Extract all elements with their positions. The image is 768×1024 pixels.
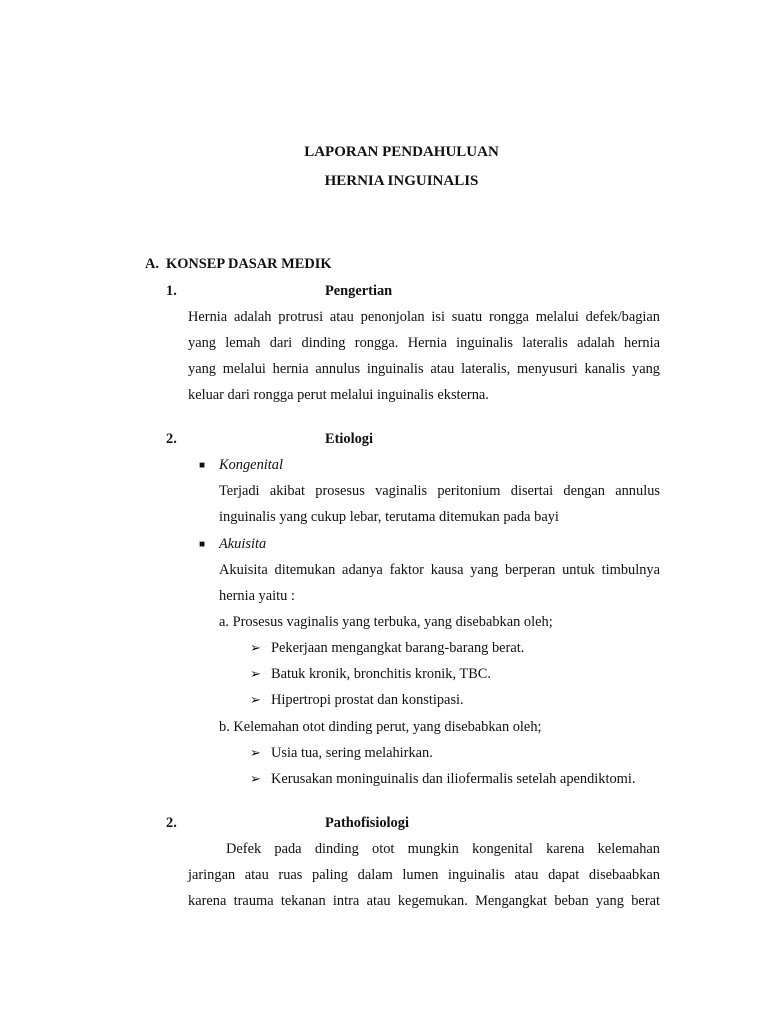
item-a-point-3: Hipertropi prostat dan konstipasi. [271,692,464,708]
document-title-line1: LAPORAN PENDAHULUAN [304,144,499,160]
arrow-bullet-icon: ➢ [250,667,261,682]
pengertian-number: 1. [166,283,177,299]
item-a-point-2: Batuk kronik, bronchitis kronik, TBC. [271,666,491,682]
pathofisiologi-number: 2. [166,815,177,831]
item-b-point-1: Usia tua, sering melahirkan. [271,745,433,761]
pathofisiologi-line-3: karena trauma tekanan intra atau kegemukan. Mengangkat beban yang berat [188,893,660,909]
etiologi-heading: Etiologi [325,431,373,447]
pengertian-line-3: yang melalui hernia annulus inguinalis atau lateralis, menyusuri kanalis yang [188,361,660,377]
kongenital-label: Kongenital [219,457,283,473]
pathofisiologi-heading: Pathofisiologi [325,815,409,831]
kongenital-bullet-icon: ■ [199,460,206,471]
pathofisiologi-line-1: Defek pada dinding otot mungkin kongenital karena kelemahan [226,841,660,857]
pathofisiologi-line-2: jaringan atau ruas paling dalam lumen inguinalis atau dapat disebaabkan [188,867,660,883]
akuisita-line-1: Akuisita ditemukan adanya faktor kausa yang berperan untuk timbulnya [219,562,660,578]
akuisita-line-2: hernia yaitu : [219,588,295,604]
item-a-point-1: Pekerjaan mengangkat barang-barang berat. [271,640,525,656]
akuisita-item-a: a. Prosesus vaginalis yang terbuka, yang disebabkan oleh; [219,614,553,630]
akuisita-label: Akuisita [219,536,267,552]
document-title-line2: HERNIA INGUINALIS [324,173,479,189]
pengertian-heading: Pengertian [325,283,393,299]
arrow-bullet-icon: ➢ [250,772,261,787]
arrow-bullet-icon: ➢ [250,746,261,761]
pengertian-line-2: yang lemah dari dinding rongga. Hernia inguinalis lateralis adalah hernia [188,335,660,351]
kongenital-line-2: inguinalis yang cukup lebar, terutama ditemukan pada bayi [219,509,559,525]
kongenital-line-1: Terjadi akibat prosesus vaginalis peritonium disertai dengan annulus [219,483,660,499]
arrow-bullet-icon: ➢ [250,693,261,708]
pengertian-line-4: keluar dari rongga perut melalui inguinalis eksterna. [188,387,489,403]
pengertian-line-1: Hernia adalah protrusi atau penonjolan isi suatu rongga melalui defek/bagian [188,309,660,325]
section-a-marker: A. [145,256,159,272]
akuisita-item-b: b. Kelemahan otot dinding perut, yang disebabkan oleh; [219,719,542,735]
arrow-bullet-icon: ➢ [250,641,261,656]
etiologi-number: 2. [166,431,177,447]
section-a-heading: KONSEP DASAR MEDIK [166,256,332,272]
akuisita-bullet-icon: ■ [199,539,206,550]
item-b-point-2: Kerusakan moninguinalis dan iliofermalis setelah apendiktomi. [271,771,636,787]
